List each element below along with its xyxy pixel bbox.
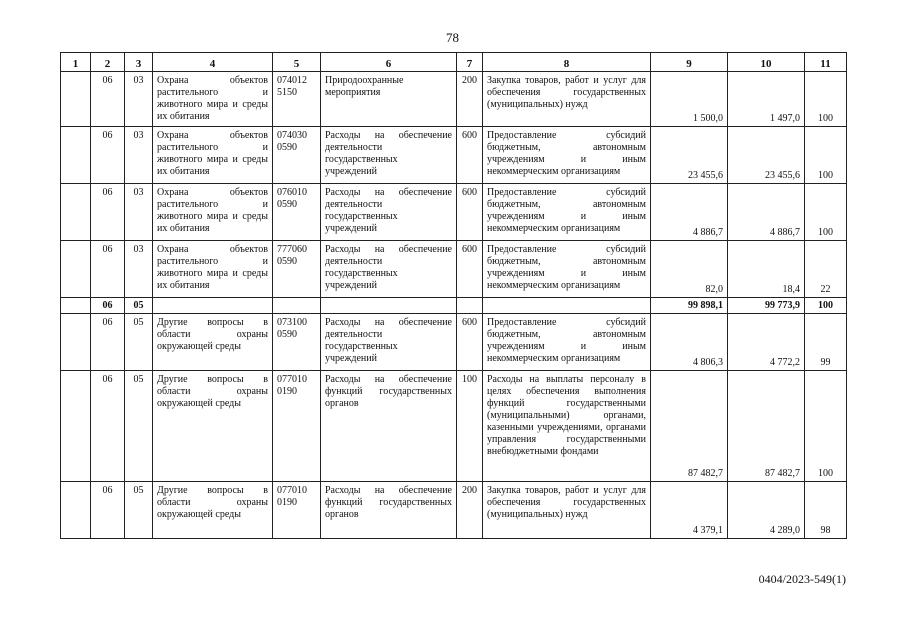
cell-program: Расходы на обеспечение деятельности государственных учреждений <box>321 184 457 241</box>
header-cell: 4 <box>153 53 273 72</box>
cell-section: 06 <box>91 241 125 298</box>
cell-col1 <box>61 184 91 241</box>
cell-subsection: 05 <box>125 314 153 371</box>
cell-name: Охрана объектов растительного и животного мира и среды их обитания <box>153 184 273 241</box>
cell-subsection: 03 <box>125 241 153 298</box>
header-cell: 7 <box>457 53 483 72</box>
cell-target-code: 077010 0190 <box>273 482 321 539</box>
cell-name: Охрана объектов растительного и животного мира и среды их обитания <box>153 241 273 298</box>
cell-percent: 100 <box>805 72 847 127</box>
cell-expense-description <box>483 298 651 314</box>
cell-section: 06 <box>91 72 125 127</box>
table-row <box>61 241 847 298</box>
cell-col1 <box>61 482 91 539</box>
cell-executed: 87 482,7 <box>728 371 805 482</box>
header-cell: 8 <box>483 53 651 72</box>
cell-percent: 100 <box>805 184 847 241</box>
budget-table <box>60 52 847 539</box>
header-cell: 6 <box>321 53 457 72</box>
cell-subsection: 03 <box>125 127 153 184</box>
cell-name: Охрана объектов растительного и животного мира и среды их обитания <box>153 127 273 184</box>
table-row <box>61 314 847 371</box>
cell-expense-type <box>457 298 483 314</box>
cell-percent: 100 <box>805 371 847 482</box>
table-row <box>61 482 847 539</box>
table-row <box>61 127 847 184</box>
cell-col1 <box>61 298 91 314</box>
cell-planned: 4 886,7 <box>651 184 728 241</box>
cell-section: 06 <box>91 127 125 184</box>
cell-program: Расходы на обеспечение деятельности государственных учреждений <box>321 314 457 371</box>
cell-name: Другие вопросы в области охраны окружающей среды <box>153 482 273 539</box>
cell-executed: 4 289,0 <box>728 482 805 539</box>
cell-percent: 22 <box>805 241 847 298</box>
cell-section: 06 <box>91 298 125 314</box>
header-cell: 3 <box>125 53 153 72</box>
table-row <box>61 371 847 482</box>
cell-name: Другие вопросы в области охраны окружающей среды <box>153 314 273 371</box>
cell-col1 <box>61 371 91 482</box>
cell-program: Расходы на обеспечение деятельности государственных учреждений <box>321 127 457 184</box>
cell-planned: 23 455,6 <box>651 127 728 184</box>
cell-planned: 4 806,3 <box>651 314 728 371</box>
cell-section: 06 <box>91 184 125 241</box>
subtotal-row <box>61 298 847 314</box>
cell-subsection: 05 <box>125 371 153 482</box>
header-cell: 2 <box>91 53 125 72</box>
cell-name <box>153 298 273 314</box>
cell-executed: 4 772,2 <box>728 314 805 371</box>
cell-planned: 4 379,1 <box>651 482 728 539</box>
cell-expense-description: Предоставление субсидий бюджетным, автономным учреждениям и иным некоммерческим организациям <box>483 184 651 241</box>
header-cell: 10 <box>728 53 805 72</box>
cell-planned: 99 898,1 <box>651 298 728 314</box>
cell-section: 06 <box>91 482 125 539</box>
document-code: 0404/2023-549(1) <box>758 572 846 586</box>
table-row <box>61 184 847 241</box>
cell-program <box>321 298 457 314</box>
cell-col1 <box>61 72 91 127</box>
header-cell: 9 <box>651 53 728 72</box>
cell-col1 <box>61 314 91 371</box>
cell-percent: 100 <box>805 298 847 314</box>
cell-expense-type: 600 <box>457 314 483 371</box>
cell-section: 06 <box>91 371 125 482</box>
cell-target-code: 074012 5150 <box>273 72 321 127</box>
cell-expense-type: 200 <box>457 72 483 127</box>
cell-percent: 98 <box>805 482 847 539</box>
table-row <box>61 72 847 127</box>
cell-executed: 4 886,7 <box>728 184 805 241</box>
cell-expense-type: 200 <box>457 482 483 539</box>
cell-planned: 82,0 <box>651 241 728 298</box>
cell-percent: 99 <box>805 314 847 371</box>
table-body <box>61 53 847 539</box>
cell-executed: 23 455,6 <box>728 127 805 184</box>
cell-target-code: 074030 0590 <box>273 127 321 184</box>
cell-executed: 1 497,0 <box>728 72 805 127</box>
header-cell: 5 <box>273 53 321 72</box>
cell-subsection: 03 <box>125 184 153 241</box>
cell-program: Расходы на обеспечение деятельности государственных учреждений <box>321 241 457 298</box>
cell-program: Расходы на обеспечение функций государственных органов <box>321 371 457 482</box>
cell-expense-description: Предоставление субсидий бюджетным, автономным учреждениям и иным некоммерческим организациям <box>483 127 651 184</box>
cell-col1 <box>61 127 91 184</box>
cell-section: 06 <box>91 314 125 371</box>
cell-col1 <box>61 241 91 298</box>
cell-expense-description: Закупка товаров, работ и услуг для обеспечения государственных (муниципальных) нужд <box>483 482 651 539</box>
cell-executed: 99 773,9 <box>728 298 805 314</box>
cell-target-code: 777060 0590 <box>273 241 321 298</box>
cell-target-code <box>273 298 321 314</box>
header-cell: 1 <box>61 53 91 72</box>
cell-percent: 100 <box>805 127 847 184</box>
cell-expense-type: 600 <box>457 241 483 298</box>
header-cell: 11 <box>805 53 847 72</box>
cell-planned: 87 482,7 <box>651 371 728 482</box>
cell-expense-description: Расходы на выплаты персоналу в целях обеспечения выполнения функций государственными (муниципальными) органами, казенными учреждениями, органами управления государственными внебюджетными фондами <box>483 371 651 482</box>
cell-expense-description: Закупка товаров, работ и услуг для обеспечения государственных (муниципальных) нужд <box>483 72 651 127</box>
cell-subsection: 05 <box>125 482 153 539</box>
cell-expense-type: 600 <box>457 127 483 184</box>
cell-expense-type: 100 <box>457 371 483 482</box>
cell-subsection: 05 <box>125 298 153 314</box>
cell-executed: 18,4 <box>728 241 805 298</box>
cell-expense-type: 600 <box>457 184 483 241</box>
cell-subsection: 03 <box>125 72 153 127</box>
cell-target-code: 073100 0590 <box>273 314 321 371</box>
cell-program: Расходы на обеспечение функций государственных органов <box>321 482 457 539</box>
cell-name: Охрана объектов растительного и животного мира и среды их обитания <box>153 72 273 127</box>
header-row <box>61 53 847 72</box>
cell-expense-description: Предоставление субсидий бюджетным, автономным учреждениям и иным некоммерческим организациям <box>483 241 651 298</box>
cell-target-code: 076010 0590 <box>273 184 321 241</box>
page-number: 78 <box>446 30 459 45</box>
cell-program: Природоохранные мероприятия <box>321 72 457 127</box>
cell-expense-description: Предоставление субсидий бюджетным, автономным учреждениям и иным некоммерческим организациям <box>483 314 651 371</box>
cell-planned: 1 500,0 <box>651 72 728 127</box>
cell-target-code: 077010 0190 <box>273 371 321 482</box>
cell-name: Другие вопросы в области охраны окружающей среды <box>153 371 273 482</box>
